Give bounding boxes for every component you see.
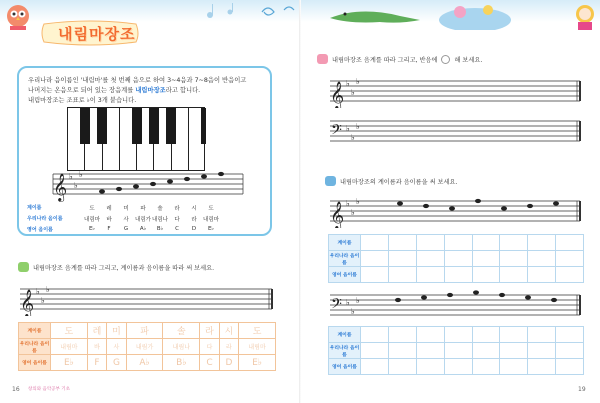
table-row bbox=[329, 267, 584, 283]
answer-cell[interactable] bbox=[472, 251, 500, 267]
table-row bbox=[329, 359, 584, 375]
trace-cell[interactable]: 파 bbox=[126, 323, 163, 339]
svg-text:♭: ♭ bbox=[356, 77, 360, 86]
answer-cell[interactable] bbox=[388, 251, 416, 267]
answer-cell[interactable] bbox=[361, 251, 389, 267]
right-treble-staff bbox=[328, 76, 584, 108]
trace-cell[interactable]: 다 bbox=[200, 339, 219, 355]
svg-text:♭: ♭ bbox=[74, 181, 78, 190]
scale-korean-cell: 바 bbox=[106, 217, 112, 223]
table-row bbox=[19, 339, 276, 355]
right-treble-scale-staff bbox=[328, 196, 584, 228]
answer-cell[interactable] bbox=[556, 359, 584, 375]
answer-cell[interactable] bbox=[416, 235, 444, 251]
key-signature bbox=[346, 296, 360, 316]
svg-text:♭: ♭ bbox=[356, 296, 360, 305]
scale-korean-cell: 내림가 bbox=[135, 217, 151, 223]
info-highlight: 내림마장조 bbox=[135, 87, 166, 94]
info-line-3: 내림마장조는 조표로 ♭이 3개 붙습니다. bbox=[28, 97, 137, 104]
scale-solfa-cell: 시 bbox=[191, 206, 197, 212]
info-box bbox=[17, 66, 272, 236]
answer-cell[interactable] bbox=[444, 235, 472, 251]
info-line-2b: 라고 합니다. bbox=[165, 87, 201, 94]
trace-cell[interactable]: 내림가 bbox=[126, 339, 163, 355]
scale-english-cell: B♭ bbox=[156, 226, 164, 232]
answer-cell[interactable] bbox=[388, 359, 416, 375]
svg-text:♭: ♭ bbox=[351, 208, 355, 217]
scale-solfa-cell: 도 bbox=[208, 206, 214, 212]
answer-cell[interactable] bbox=[416, 327, 444, 343]
table-row bbox=[329, 251, 584, 267]
table-row bbox=[329, 327, 584, 343]
right-exercise-2-heading-text: 내림마장조의 계이름과 음이름을 써 보세요. bbox=[340, 178, 458, 186]
answer-cell[interactable] bbox=[500, 359, 528, 375]
trace-cell[interactable]: 내림나 bbox=[163, 339, 200, 355]
trace-cell[interactable]: 내림마 bbox=[239, 339, 276, 355]
svg-text:♭: ♭ bbox=[46, 285, 50, 294]
left-exercise-staff bbox=[18, 284, 276, 316]
table-row bbox=[19, 355, 276, 371]
answer-cell[interactable] bbox=[361, 359, 389, 375]
trace-cell[interactable]: E♭ bbox=[239, 355, 276, 371]
table-row bbox=[329, 235, 584, 251]
row-label-korean: 우리나라 음이름 bbox=[27, 216, 63, 222]
answer-cell[interactable] bbox=[361, 235, 389, 251]
answer-cell[interactable] bbox=[472, 359, 500, 375]
bass-clef-icon: 𝄢 bbox=[331, 296, 342, 316]
key-signature bbox=[69, 170, 83, 190]
answer-cell[interactable] bbox=[416, 359, 444, 375]
trace-cell[interactable]: 도 bbox=[239, 323, 276, 339]
row-header: 계이름 bbox=[19, 323, 51, 339]
row-header: 우리나라 음이름 bbox=[329, 343, 361, 359]
svg-text:♭: ♭ bbox=[346, 199, 350, 208]
answer-cell[interactable] bbox=[472, 267, 500, 283]
trace-cell[interactable]: 라 bbox=[219, 339, 238, 355]
trace-cell[interactable]: 라 bbox=[200, 323, 219, 339]
answer-cell[interactable] bbox=[528, 235, 556, 251]
left-footer-tag: 창의와 음악공부 기초 bbox=[28, 387, 70, 392]
row-label-english: 영어 음이름 bbox=[27, 227, 53, 233]
circle-mark-icon bbox=[441, 55, 450, 64]
left-exercise-heading-text: 내림마장조 음계를 따라 그리고, 계이름과 음이름을 따라 써 보세요. bbox=[33, 264, 215, 272]
answer-cell[interactable] bbox=[528, 359, 556, 375]
svg-text:♭: ♭ bbox=[351, 88, 355, 97]
left-exercise-heading bbox=[18, 262, 214, 272]
row-header: 계이름 bbox=[329, 235, 361, 251]
trace-cell[interactable]: 솔 bbox=[163, 323, 200, 339]
info-text bbox=[28, 76, 268, 106]
trace-cell[interactable]: G bbox=[107, 355, 126, 371]
black-key bbox=[149, 108, 159, 144]
trace-cell[interactable]: 도 bbox=[51, 323, 88, 339]
answer-cell[interactable] bbox=[500, 267, 528, 283]
answer-cell[interactable] bbox=[416, 343, 444, 359]
answer-cell[interactable] bbox=[556, 343, 584, 359]
svg-text:♭: ♭ bbox=[346, 298, 350, 307]
right-exercise-1-heading-a: 내림마장조 음계를 따라 그리고, 반음에 bbox=[332, 56, 438, 64]
scale-english-cell: D bbox=[191, 226, 197, 232]
treble-clef-icon: 𝄞 bbox=[20, 289, 35, 316]
answer-cell[interactable] bbox=[500, 327, 528, 343]
scale-korean-cell: 다 bbox=[174, 217, 180, 223]
answer-cell[interactable] bbox=[500, 251, 528, 267]
scale-notes bbox=[99, 172, 224, 194]
svg-text:♭: ♭ bbox=[356, 122, 360, 131]
trace-cell[interactable]: 내림마 bbox=[51, 339, 88, 355]
answer-cell[interactable] bbox=[556, 327, 584, 343]
trace-cell[interactable]: 사 bbox=[107, 339, 126, 355]
answer-cell[interactable] bbox=[528, 343, 556, 359]
row-header: 영어 음이름 bbox=[329, 267, 361, 283]
answer-cell[interactable] bbox=[500, 343, 528, 359]
scale-english-cell: E♭ bbox=[88, 226, 96, 232]
scale-solfa-cell: 파 bbox=[140, 206, 146, 212]
scale-korean-cell: 내림마 bbox=[203, 217, 219, 223]
answer-cell[interactable] bbox=[388, 235, 416, 251]
svg-text:♭: ♭ bbox=[41, 296, 45, 305]
car-icon bbox=[325, 176, 336, 186]
answer-cell[interactable] bbox=[528, 267, 556, 283]
row-label-solfa: 계이름 bbox=[27, 205, 42, 211]
answer-cell[interactable] bbox=[556, 235, 584, 251]
right-bass-scale-staff bbox=[328, 290, 584, 322]
right-exercise-1-heading-b: 해 보세요. bbox=[454, 56, 483, 64]
scale-english-cell: F bbox=[107, 226, 111, 232]
left-page-number: 16 bbox=[12, 386, 20, 393]
bird-icon bbox=[317, 54, 328, 64]
svg-text:♭: ♭ bbox=[351, 133, 355, 142]
answer-cell[interactable] bbox=[472, 343, 500, 359]
trace-cell[interactable]: E♭ bbox=[51, 355, 88, 371]
info-line-2a: 나머지는 온음으로 되어 있는 장음계를 bbox=[28, 87, 136, 94]
trace-cell[interactable]: D bbox=[219, 355, 238, 371]
trace-cell[interactable]: 바 bbox=[87, 339, 106, 355]
scale-korean-cell: 라 bbox=[191, 217, 197, 223]
key-signature bbox=[346, 122, 360, 142]
answer-cell[interactable] bbox=[472, 327, 500, 343]
row-header: 계이름 bbox=[329, 327, 361, 343]
svg-text:♭: ♭ bbox=[346, 124, 350, 133]
cake-icon bbox=[18, 262, 29, 272]
table-row bbox=[329, 343, 584, 359]
right-bass-staff bbox=[328, 116, 584, 148]
scale-korean-cell: 내림나 bbox=[152, 217, 168, 223]
black-key bbox=[80, 108, 90, 144]
scale-solfa-cell: 미 bbox=[123, 206, 129, 212]
row-header: 영어 음이름 bbox=[19, 355, 51, 371]
black-key bbox=[97, 108, 107, 144]
title-badge bbox=[44, 22, 136, 44]
right-exercise-1-heading bbox=[317, 54, 482, 64]
answer-cell[interactable] bbox=[528, 327, 556, 343]
left-answer-table bbox=[18, 322, 276, 371]
scale-english-cell: E♭ bbox=[207, 226, 215, 232]
svg-text:♭: ♭ bbox=[356, 197, 360, 206]
svg-text:♭: ♭ bbox=[69, 172, 73, 181]
key-signature bbox=[346, 77, 360, 97]
scale-korean-cell: 사 bbox=[123, 217, 129, 223]
right-answer-table-1 bbox=[328, 234, 584, 283]
answer-cell[interactable] bbox=[444, 343, 472, 359]
treble-clef-icon: 𝄞 bbox=[330, 81, 345, 108]
answer-cell[interactable] bbox=[388, 267, 416, 283]
svg-text:♭: ♭ bbox=[351, 307, 355, 316]
answer-cell[interactable] bbox=[444, 267, 472, 283]
scale-solfa-cell: 도 bbox=[89, 206, 95, 212]
page-title: 내림마장조 bbox=[58, 25, 136, 43]
row-header: 영어 음이름 bbox=[329, 359, 361, 375]
scale-english-cell: G bbox=[123, 226, 129, 232]
info-line-2 bbox=[28, 86, 268, 96]
answer-cell[interactable] bbox=[500, 235, 528, 251]
answer-cell[interactable] bbox=[528, 251, 556, 267]
scale-solfa-cell: 레 bbox=[106, 206, 112, 212]
trace-cell[interactable]: A♭ bbox=[126, 355, 163, 371]
info-line-1: 우리나라 음이름인 '내림마'를 첫 번째 음으로 하여 3~4음과 7~8음이 반음이고 bbox=[28, 77, 247, 84]
trace-cell[interactable]: B♭ bbox=[163, 355, 200, 371]
answer-cell[interactable] bbox=[388, 327, 416, 343]
scale-english-cell: A♭ bbox=[139, 226, 147, 232]
key-signature bbox=[346, 197, 360, 217]
answer-cell[interactable] bbox=[361, 343, 389, 359]
table-row bbox=[19, 323, 276, 339]
scale-staff bbox=[47, 168, 247, 202]
bass-clef-icon: 𝄢 bbox=[331, 122, 342, 142]
right-page-number: 19 bbox=[578, 386, 586, 393]
scale-solfa-cell: 라 bbox=[174, 206, 180, 212]
right-page bbox=[300, 0, 600, 403]
trace-cell[interactable]: 시 bbox=[219, 323, 238, 339]
answer-cell[interactable] bbox=[388, 343, 416, 359]
svg-text:♭: ♭ bbox=[36, 287, 40, 296]
row-header: 우리나라 음이름 bbox=[19, 339, 51, 355]
trace-cell[interactable]: 레 bbox=[87, 323, 106, 339]
row-header: 우리나라 음이름 bbox=[329, 251, 361, 267]
trace-cell[interactable]: 미 bbox=[107, 323, 126, 339]
answer-cell[interactable] bbox=[472, 235, 500, 251]
answer-cell[interactable] bbox=[556, 251, 584, 267]
svg-text:♭: ♭ bbox=[79, 170, 83, 179]
black-key bbox=[201, 108, 206, 144]
answer-cell[interactable] bbox=[444, 251, 472, 267]
trace-cell[interactable]: C bbox=[200, 355, 219, 371]
answer-cell[interactable] bbox=[361, 327, 389, 343]
black-key bbox=[132, 108, 142, 144]
treble-clef-icon: 𝄞 bbox=[53, 173, 68, 201]
answer-cell[interactable] bbox=[556, 267, 584, 283]
piano-keyboard bbox=[67, 107, 205, 171]
scale-solfa-cell: 솔 bbox=[157, 206, 163, 212]
right-answer-table-2 bbox=[328, 326, 584, 375]
answer-cell[interactable] bbox=[416, 267, 444, 283]
black-key bbox=[166, 108, 176, 144]
answer-cell[interactable] bbox=[444, 327, 472, 343]
key-signature bbox=[36, 285, 50, 305]
right-exercise-2-heading bbox=[325, 176, 457, 186]
scale-english-cell: C bbox=[175, 226, 179, 232]
answer-cell[interactable] bbox=[416, 251, 444, 267]
svg-text:♭: ♭ bbox=[346, 79, 350, 88]
trace-cell[interactable]: F bbox=[87, 355, 106, 371]
answer-cell[interactable] bbox=[444, 359, 472, 375]
answer-cell[interactable] bbox=[361, 267, 389, 283]
scale-korean-cell: 내림마 bbox=[84, 217, 100, 223]
treble-clef-icon: 𝄞 bbox=[330, 201, 345, 228]
